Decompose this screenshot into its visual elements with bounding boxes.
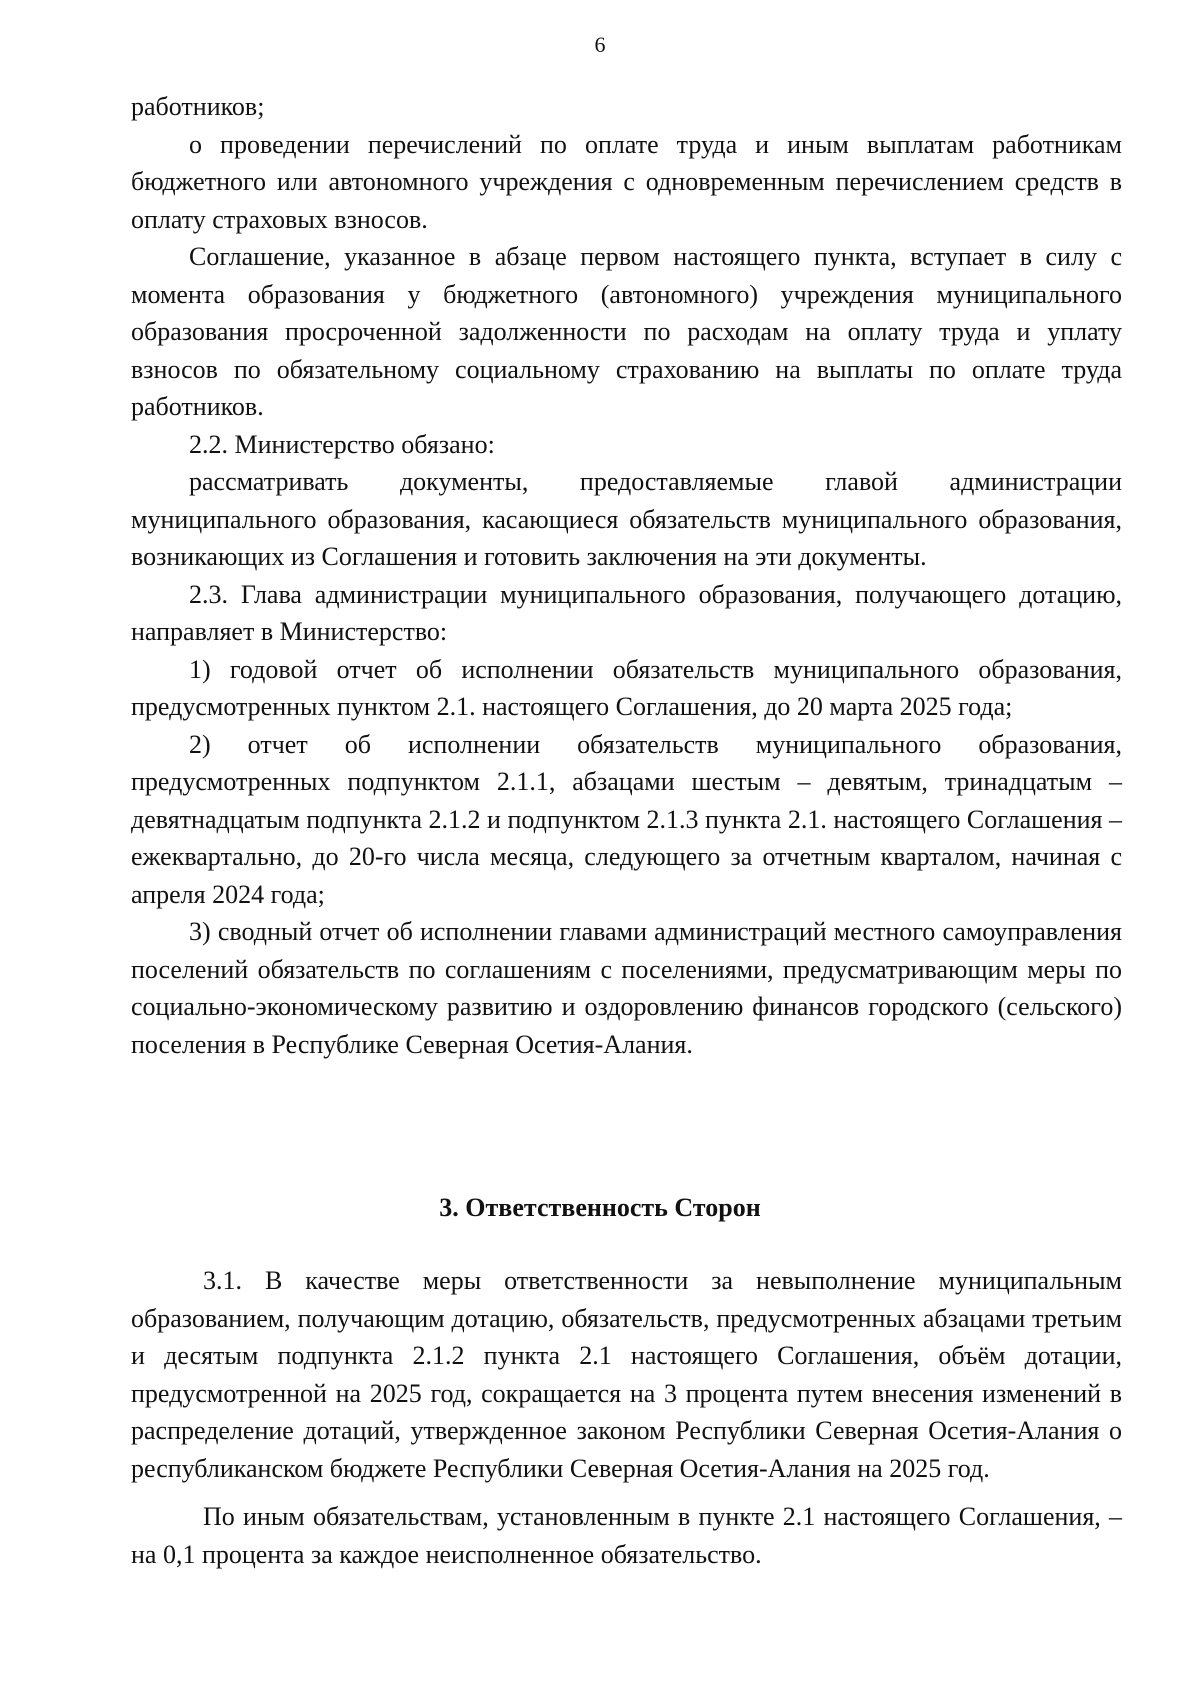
page-number: 6 [594, 32, 606, 57]
paragraph: о проведении перечислений по оплате труда и иным выплатам работникам бюджетного или автономного учреждения с одновременным перечислением средств в оплату страховых взносов. [131, 129, 1122, 234]
paragraph: 2.3. Глава администрации муниципального образования, получающего дотацию, направляет в Министерство: [131, 579, 1122, 646]
paragraph: рассматривать документы, предоставляемые главой администрации муниципального образования, касающиеся обязательств муниципального образования, возникающих из Соглашения и готовить заключения на эти документы. [131, 467, 1122, 571]
paragraph: 2.2. Министерство обязано: [189, 429, 495, 459]
section-body [131, 1262, 1122, 1573]
section-heading: 3. Ответственность Сторон [439, 1193, 761, 1222]
paragraph: 3.1. В качестве меры ответственности за невыполнение муниципальным образованием, получающим дотацию, обязательств, предусмотренных абзацами третьим и десятым подпункта 2.1.2 пункта 2.1 настоящего Соглашения, объём дотации, предусмотренной на 2025 год, сокращается на 3 процента путем внесения изменений в распределение дотаций, утвержденное законом Республики Северная Осетия-Алания о республиканском бюджете Республики Северная Осетия-Алания на 2025 год. [131, 1266, 1122, 1483]
list-item: 1) годовой отчет об исполнении обязательств муниципального образования, предусмотренных пунктом 2.1. настоящего Соглашения, до 20 марта 2025 года; [131, 654, 1122, 721]
paragraph: По иным обязательствам, установленным в пункте 2.1 настоящего Соглашения, – на 0,1 процента за каждое неисполненное обязательство. [131, 1502, 1122, 1569]
paragraph: работников; [131, 92, 265, 121]
list-item: 2) отчет об исполнении обязательств муниципального образования, предусмотренных подпунктом 2.1.1, абзацами шестым – девятым, тринадцатым – девятнадцатым подпункта 2.1.2 и подпунктом 2.1.3 пункта 2.1. настоящего Соглашения – ежеквартально, до 20-го числа месяца, следующего за отчетным кварталом, начиная с апреля 2024 года; [131, 729, 1122, 909]
document-body [131, 88, 1122, 1063]
list-item: 3) сводный отчет об исполнении главами администраций местного самоуправления поселений обязательств по соглашениям с поселениями, предусматривающим меры по социально-экономическому развитию и оздоровлению финансов городского (сельского) поселения в Республике Северная Осетия-Алания. [131, 917, 1122, 1059]
paragraph: Соглашение, указанное в абзаце первом настоящего пункта, вступает в силу с момента образования у бюджетного (автономного) учреждения муниципального образования просроченной задолженности по расходам на оплату труда и уплату взносов по обязательному социальному страхованию на выплаты по оплате труда работников. [131, 242, 1122, 421]
